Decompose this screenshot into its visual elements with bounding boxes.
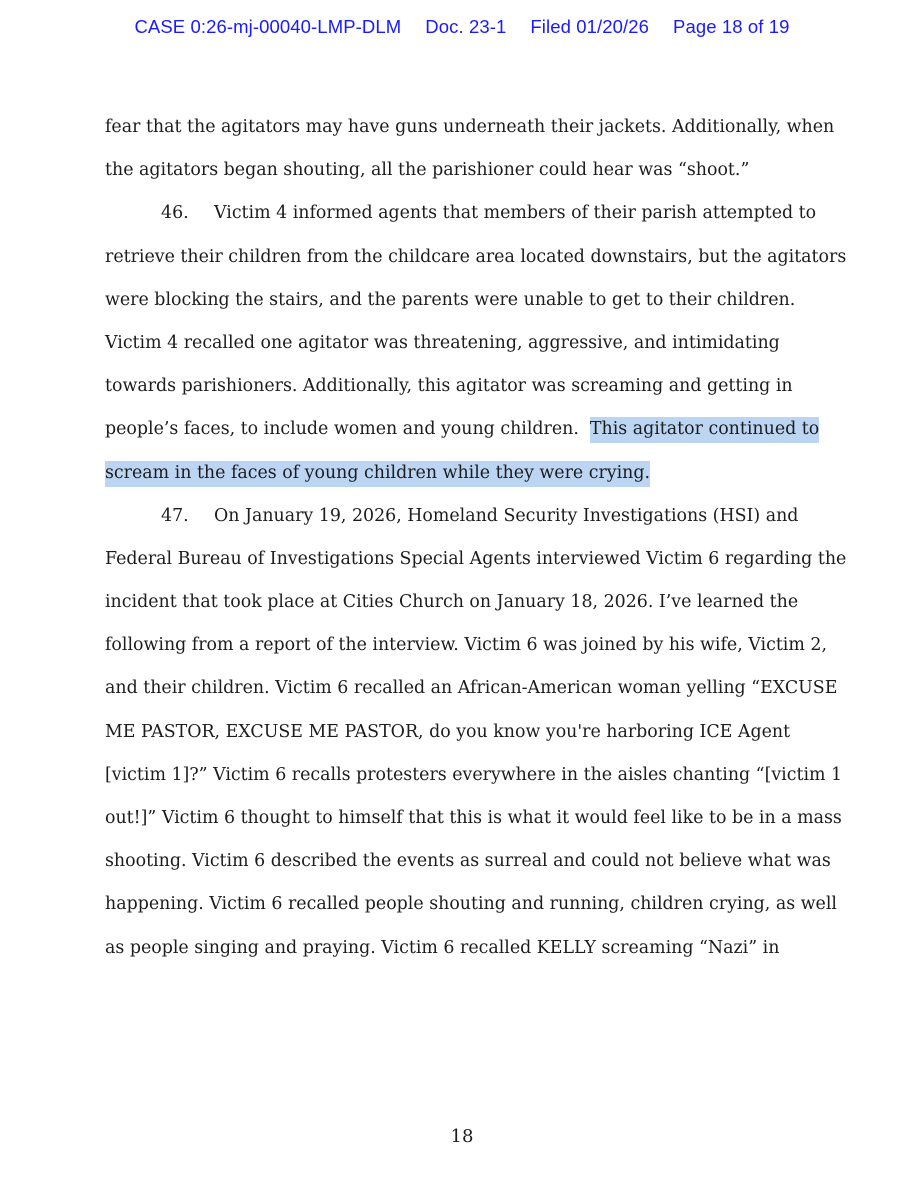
text-line: On January 19, 2026, Homeland Security Investigations (HSI) and bbox=[214, 505, 799, 526]
text-line: Victim 4 recalled one agitator was threatening, aggressive, and intimidating bbox=[105, 332, 780, 353]
doc-number: Doc. 23-1 bbox=[425, 16, 507, 37]
text-line: Victim 4 informed agents that members of their parish attempted to bbox=[214, 203, 817, 224]
text-line: as people singing and praying. Victim 6 recalled KELLY screaming “Nazi” in bbox=[105, 937, 780, 958]
text-line bbox=[105, 408, 820, 451]
text-line: towards parishioners. Additionally, this agitator was screaming and getting in bbox=[105, 376, 793, 397]
highlighted-text[interactable]: This agitator continued to bbox=[590, 417, 819, 443]
text-line: following from a report of the interview. Victim 6 was joined by his wife, Victim 2, bbox=[105, 635, 827, 656]
highlighted-text[interactable]: scream in the faces of young children while they were crying. bbox=[105, 461, 650, 487]
text-line: out!]” Victim 6 thought to himself that this is what it would feel like to be in a mass bbox=[105, 808, 842, 828]
case-number: CASE 0:26-mj-00040-LMP-DLM bbox=[134, 16, 402, 37]
text-line bbox=[105, 452, 820, 495]
text-line: were blocking the stairs, and the parents were unable to get to their children. bbox=[105, 289, 796, 310]
text-line: fear that the agitators may have guns underneath their jackets. Additionally, when bbox=[105, 117, 835, 137]
ecf-header bbox=[0, 16, 924, 38]
text-line: Federal Bureau of Investigations Special Agents interviewed Victim 6 regarding the bbox=[105, 548, 847, 569]
paragraph-number: 46. bbox=[161, 203, 189, 224]
paragraph-47-first-line bbox=[105, 495, 820, 538]
page-indicator: Page 18 of 19 bbox=[673, 16, 790, 37]
text-line: retrieve their children from the childcare area located downstairs, but the agitators bbox=[105, 246, 847, 267]
document-body bbox=[105, 106, 847, 970]
text-line: [victim 1]?” Victim 6 recalls protesters everywhere in the aisles chanting “[victim 1 bbox=[105, 764, 843, 785]
text-line: ME PASTOR, EXCUSE ME PASTOR, do you know you're harboring ICE Agent bbox=[105, 721, 791, 742]
text-segment: people’s faces, to include women and young children. bbox=[105, 419, 590, 440]
text-line: and their children. Victim 6 recalled an African-American woman yelling “EXCUSE bbox=[105, 678, 838, 699]
filed-date: Filed 01/20/26 bbox=[530, 16, 650, 37]
text-line: shooting. Victim 6 described the events as surreal and could not believe what was bbox=[105, 851, 831, 872]
text-line: happening. Victim 6 recalled people shouting and running, children crying, as well bbox=[105, 894, 837, 915]
paragraph-number: 47. bbox=[161, 505, 189, 526]
page-number: 18 bbox=[450, 1126, 474, 1147]
paragraph-46-first-line bbox=[105, 192, 820, 235]
text-line: the agitators began shouting, all the parishioner could hear was “shoot.” bbox=[105, 160, 750, 181]
text-line: incident that took place at Cities Church on January 18, 2026. I’ve learned the bbox=[105, 592, 799, 613]
